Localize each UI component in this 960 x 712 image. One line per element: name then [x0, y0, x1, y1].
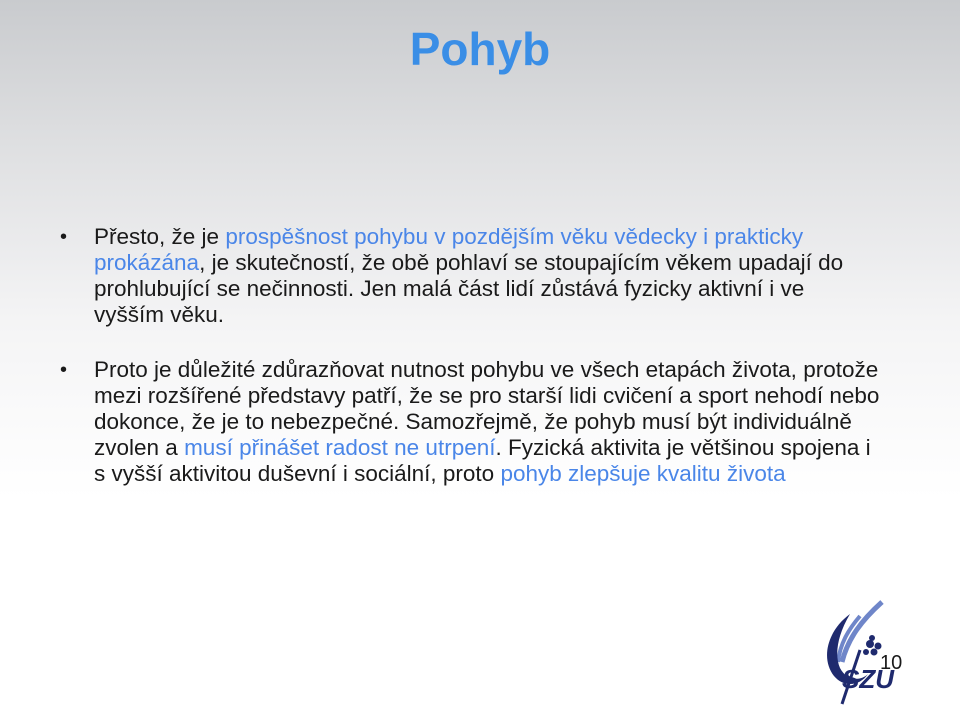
page-number: 10 — [880, 652, 903, 674]
bullet-item — [60, 224, 880, 328]
highlighted-text-segment: musí přinášet radost ne utrpení — [184, 435, 496, 460]
szu-logo — [790, 600, 940, 710]
highlighted-text-segment: pohyb zlepšuje kvalitu života — [500, 461, 786, 486]
bullet-item — [60, 357, 880, 487]
logo-text: SZU — [842, 664, 894, 694]
bullet-dot-icon: • — [60, 226, 68, 248]
bullet-text-segment: , je skutečností, že obě pohlaví se stoupajícím věkem upadají do prohlubující se nečinnosti. Jen malá část lidí zůstává fyzicky aktivní i ve vyšším věku. — [94, 250, 844, 327]
bullet-dot-icon: • — [60, 359, 68, 381]
bullet-text-segment: Přesto, že je — [94, 224, 226, 249]
highlighted-text-segment: prospěšnost pohybu v pozdějším věku vědecky i prakticky prokázána — [94, 224, 804, 275]
slide-title: Pohyb — [409, 23, 551, 75]
bullet-text-segment: Proto je důležité zdůrazňovat nutnost pohybu ve všech etapách života, protože mezi rozšířené představy patří, že se pro starší lidi cvičení a sport nehodí nebo dokonce, že je to nebezpečné. Samozřejmě, že pohyb musí být individuálně zvolen a — [94, 357, 880, 460]
bullet-list — [60, 224, 880, 487]
logo-flower-icon — [863, 635, 882, 656]
bullet-text-segment: . Fyzická aktivita je většinou spojena i s vyšší aktivitou duševní i sociální, proto — [94, 435, 871, 486]
